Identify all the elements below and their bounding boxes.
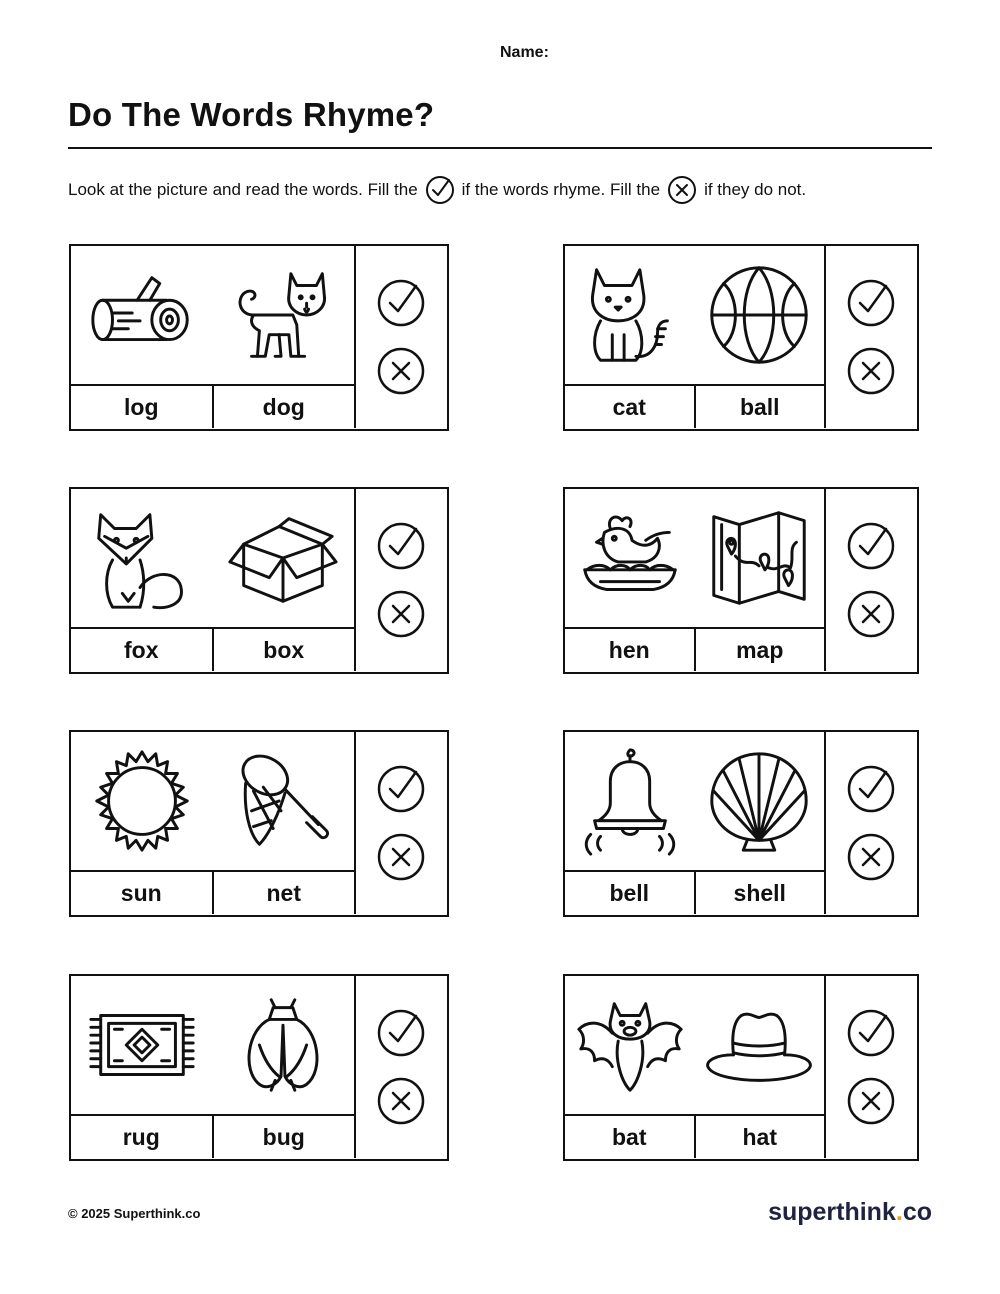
bat-icon [565, 976, 695, 1114]
rhyme-yes-button[interactable] [846, 764, 896, 814]
card-pictures [565, 246, 826, 386]
check-circle-icon [846, 1008, 896, 1058]
copyright: © 2025 Superthink.co [68, 1206, 201, 1221]
rhyme-card-hen-map [563, 487, 919, 674]
rhyme-card-sun-net [69, 730, 449, 917]
net-icon [213, 732, 355, 870]
check-circle-icon [846, 521, 896, 571]
rhyme-no-button[interactable] [846, 832, 896, 882]
x-circle-icon [376, 1076, 426, 1126]
bell-icon [565, 732, 695, 870]
rhyme-no-button[interactable] [376, 346, 426, 396]
page-title: Do The Words Rhyme? [68, 96, 435, 133]
x-circle-icon [846, 832, 896, 882]
card-words [71, 872, 356, 914]
box-icon [213, 489, 355, 627]
card-pictures [565, 732, 826, 872]
check-circle-icon [376, 521, 426, 571]
word-label: shell [694, 872, 825, 914]
instructions-text-1: Look at the picture and read the words. Fill the [68, 180, 418, 199]
rhyme-yes-button[interactable] [846, 278, 896, 328]
word-label: box [212, 629, 355, 671]
hat-icon [695, 976, 825, 1114]
brand-dot: . [895, 1198, 903, 1226]
rhyme-card-bat-hat [563, 974, 919, 1161]
answer-choices [825, 246, 917, 428]
x-circle-icon [376, 832, 426, 882]
word-label: log [124, 393, 159, 420]
x-circle-icon [846, 589, 896, 639]
rhyme-card-bell-shell [563, 730, 919, 917]
x-circle-icon [846, 346, 896, 396]
answer-choices [825, 489, 917, 671]
rhyme-yes-button[interactable] [376, 1008, 426, 1058]
rhyme-no-button[interactable] [376, 1076, 426, 1126]
x-circle-icon [846, 1076, 896, 1126]
fox-icon [71, 489, 213, 627]
word-label: hen [608, 636, 650, 663]
card-pictures [565, 489, 826, 629]
check-circle-icon [424, 174, 456, 206]
card-pictures [71, 732, 356, 872]
card-words [565, 629, 826, 671]
rhyme-card-rug-bug [69, 974, 449, 1161]
bug-icon [213, 976, 355, 1114]
word-label: dog [212, 386, 355, 428]
answer-choices [355, 489, 447, 671]
brand-main: superthink [768, 1198, 896, 1226]
check-circle-icon [376, 1008, 426, 1058]
rhyme-no-button[interactable] [846, 1076, 896, 1126]
rhyme-yes-button[interactable] [376, 278, 426, 328]
cat-icon [565, 246, 695, 384]
card-pictures [71, 976, 356, 1116]
check-circle-icon [846, 764, 896, 814]
answer-choices [825, 732, 917, 914]
instructions-text-3: if they do not. [704, 180, 807, 199]
rhyme-yes-button[interactable] [376, 764, 426, 814]
card-pictures [565, 976, 826, 1116]
card-words [71, 629, 356, 671]
name-label: Name: [500, 44, 549, 61]
word-label: sun [120, 879, 162, 906]
x-circle-icon [376, 589, 426, 639]
word-label: fox [124, 636, 159, 663]
brand-logo [768, 1198, 932, 1227]
map-icon [695, 489, 825, 627]
word-label: rug [122, 1123, 160, 1150]
title-divider [68, 147, 932, 149]
log-icon [71, 246, 213, 384]
rhyme-yes-button[interactable] [846, 1008, 896, 1058]
word-label: bell [609, 879, 650, 906]
rhyme-no-button[interactable] [376, 832, 426, 882]
word-label: net [212, 872, 355, 914]
word-label: bat [612, 1123, 647, 1150]
rhyme-card-cat-ball [563, 244, 919, 431]
hen-icon [565, 489, 695, 627]
word-label: cat [612, 393, 646, 420]
rhyme-no-button[interactable] [376, 589, 426, 639]
rhyme-no-button[interactable] [846, 346, 896, 396]
sun-icon [71, 732, 213, 870]
card-words [565, 1116, 826, 1158]
card-words [565, 386, 826, 428]
x-circle-icon [376, 346, 426, 396]
instructions [68, 174, 948, 206]
card-words [71, 1116, 356, 1158]
card-pictures [71, 246, 356, 386]
rhyme-card-fox-box [69, 487, 449, 674]
answer-choices [825, 976, 917, 1158]
rhyme-no-button[interactable] [846, 589, 896, 639]
dog-icon [213, 246, 355, 384]
answer-choices [355, 732, 447, 914]
answer-choices [355, 246, 447, 428]
basketball-icon [695, 246, 825, 384]
brand-tld: co [902, 1198, 932, 1226]
card-words [565, 872, 826, 914]
x-circle-icon [666, 174, 698, 206]
word-label: bug [212, 1116, 355, 1158]
shell-icon [695, 732, 825, 870]
rhyme-yes-button[interactable] [846, 521, 896, 571]
check-circle-icon [846, 278, 896, 328]
check-circle-icon [376, 278, 426, 328]
rhyme-yes-button[interactable] [376, 521, 426, 571]
card-words [71, 386, 356, 428]
word-label: hat [694, 1116, 825, 1158]
card-pictures [71, 489, 356, 629]
rug-icon [71, 976, 213, 1114]
check-circle-icon [376, 764, 426, 814]
answer-choices [355, 976, 447, 1158]
rhyme-card-log-dog [69, 244, 449, 431]
instructions-text-2: if the words rhyme. Fill the [461, 180, 661, 199]
word-label: ball [694, 386, 825, 428]
word-label: map [694, 629, 825, 671]
